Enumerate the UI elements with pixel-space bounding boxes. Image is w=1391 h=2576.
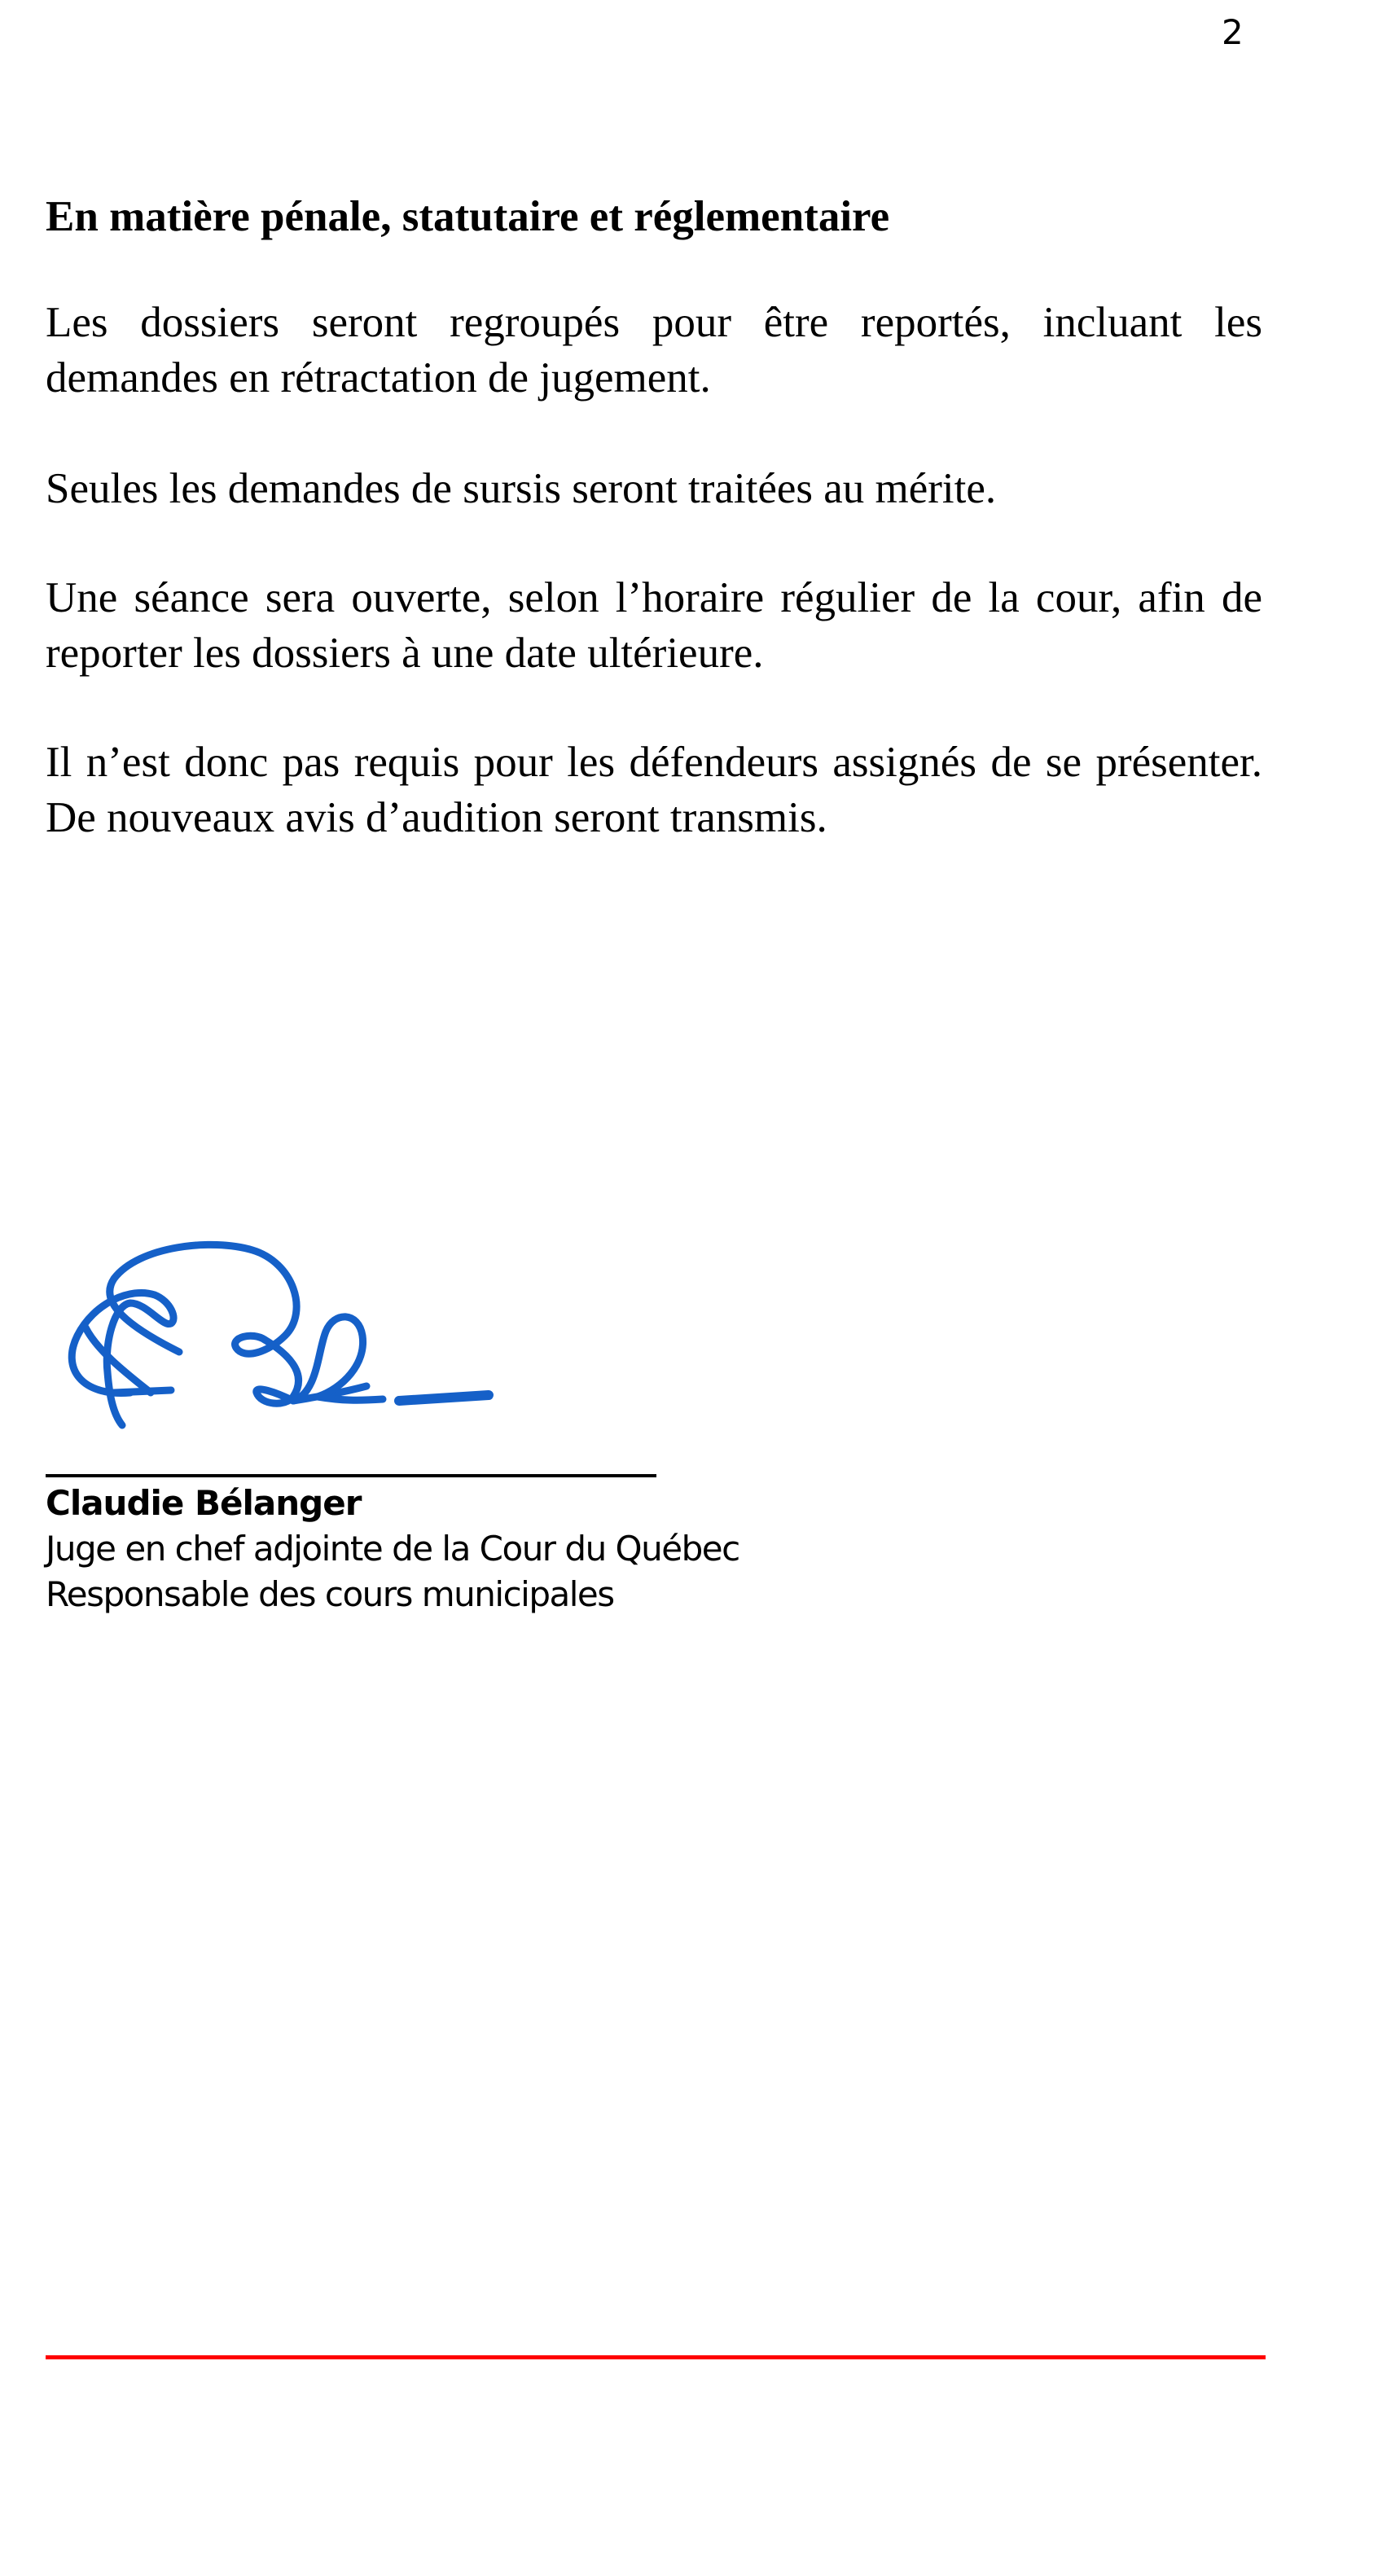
paragraph-postponement: Les dossiers seront regroupés pour être reportés, incluant les demandes en rétractation de jugement. xyxy=(46,299,1262,402)
paragraph-defendants: Il n’est donc pas requis pour les défendeurs assignés de se présenter. De nouveaux avis d’audition seront transmis. xyxy=(46,739,1262,841)
signer-role: Responsable des cours municipales xyxy=(46,1574,614,1614)
section-heading: En matière pénale, statutaire et réglementaire xyxy=(46,193,890,240)
signer-name: Claudie Bélanger xyxy=(46,1483,362,1523)
footer-rule xyxy=(46,2355,1266,2359)
page-number: 2 xyxy=(1222,12,1244,52)
paragraph-stay-requests: Seules les demandes de sursis seront traitées au mérite. xyxy=(46,465,997,512)
signature-line xyxy=(46,1474,656,1477)
handwritten-signature xyxy=(49,1230,603,1442)
signer-title: Juge en chef adjointe de la Cour du Québec xyxy=(46,1529,739,1569)
paragraph-session: Une séance sera ouverte, selon l’horaire régulier de la cour, afin de reporter les dossiers à une date ultérieure. xyxy=(46,574,1262,677)
